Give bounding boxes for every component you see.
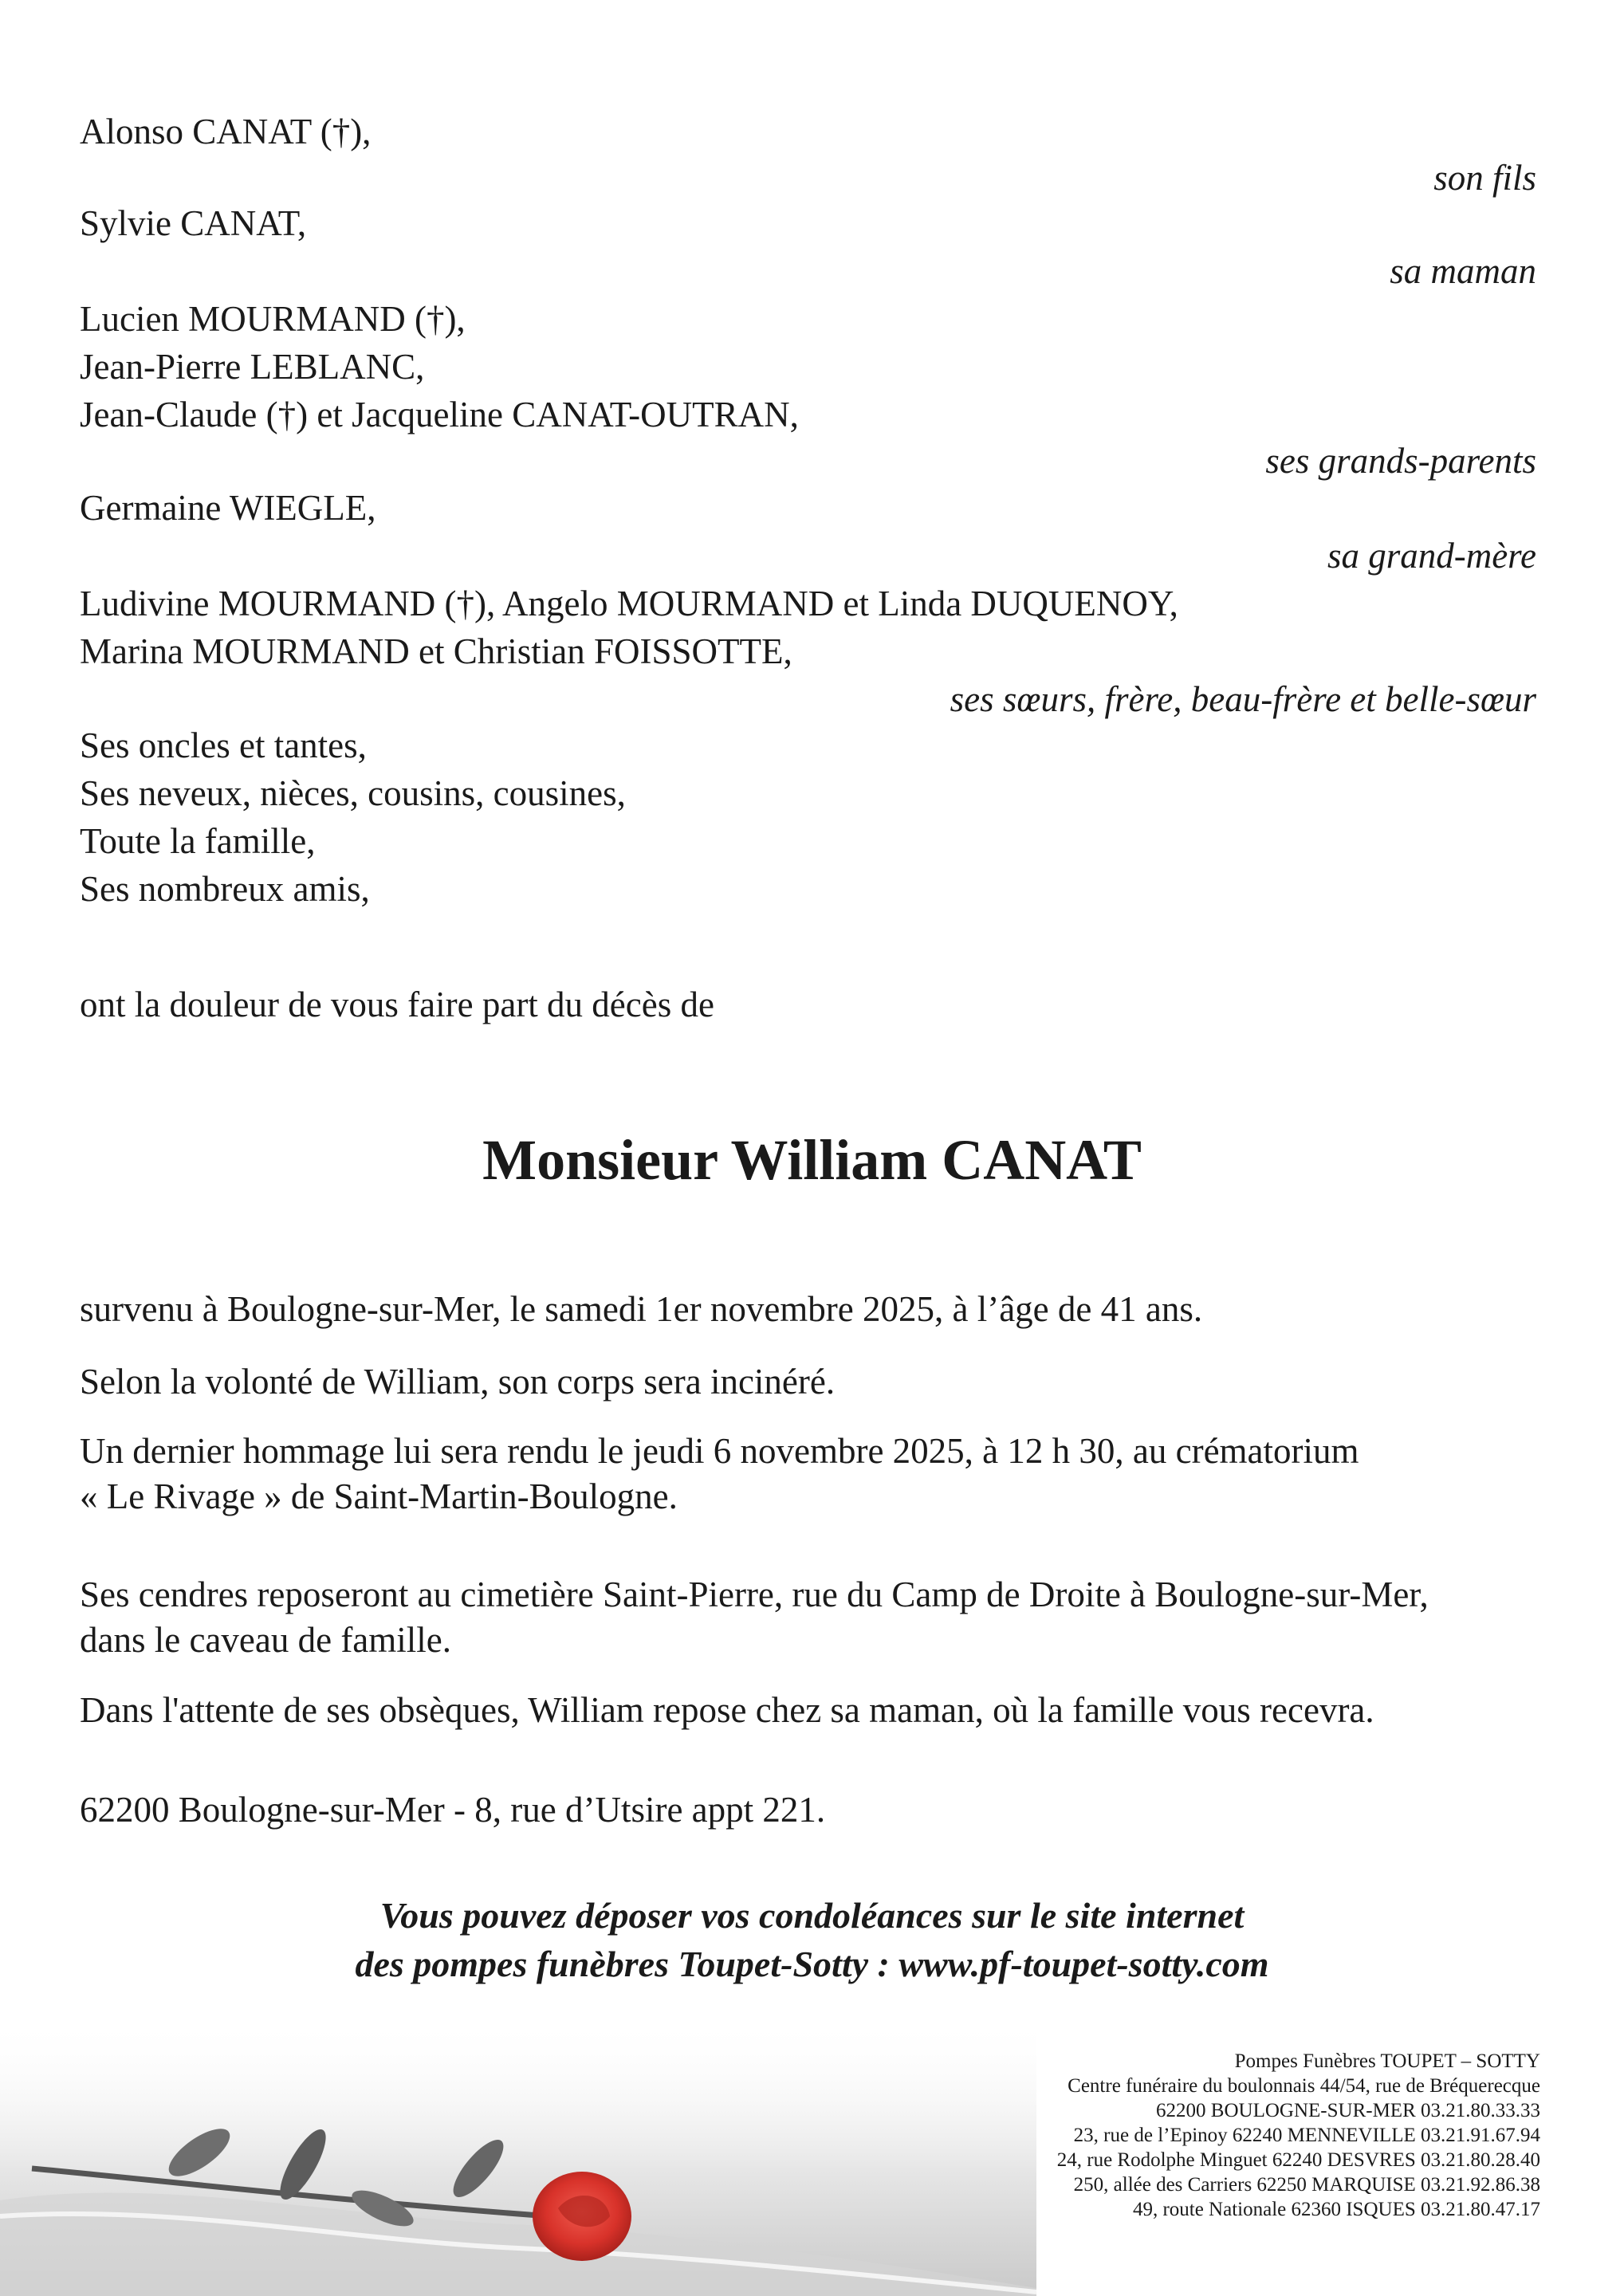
family-line: Jean-Claude (†) et Jacqueline CANAT-OUTRAN, — [80, 395, 799, 434]
address-line: 62200 Boulogne-sur-Mer - 8, rue d’Utsire appt 221. — [80, 1790, 826, 1830]
family-line: Lucien MOURMAND (†), — [80, 299, 466, 339]
rose-on-sand-image — [0, 2017, 1036, 2296]
relation-label: ses sœurs, frère, beau-frère et belle-sœur — [950, 679, 1536, 719]
relation-label: sa maman — [1390, 251, 1536, 291]
family-line: Germaine WIEGLE, — [80, 488, 376, 528]
family-line: Marina MOURMAND et Christian FOISSOTTE, — [80, 631, 792, 671]
funeral-home-contact — [1057, 2049, 1540, 2222]
detail-paragraph: Selon la volonté de William, son corps sera incinéré. — [80, 1362, 836, 1402]
relation-label: son fils — [1433, 158, 1536, 198]
footer-line: Centre funéraire du boulonnais 44/54, rue de Bréquerecque — [1068, 2075, 1540, 2097]
family-line: Toute la famille, — [80, 821, 316, 861]
family-line: Ses oncles et tantes, — [80, 725, 367, 765]
footer-line: 24, rue Rodolphe Minguet 62240 DESVRES 03.21.80.28.40 — [1056, 2149, 1540, 2171]
announcement-text: ont la douleur de vous faire part du décès de — [80, 985, 714, 1024]
family-line: Sylvie CANAT, — [80, 203, 307, 243]
detail-paragraph: Ses cendres reposeront au cimetière Saint-Pierre, rue du Camp de Droite à Boulogne-sur-Mer, — [80, 1575, 1429, 1614]
footer-line: 62200 BOULOGNE-SUR-MER 03.21.80.33.33 — [1156, 2100, 1540, 2121]
deceased-name: Monsieur William CANAT — [482, 1128, 1142, 1192]
family-line: Ses nombreux amis, — [80, 869, 370, 909]
condolences-line: des pompes funèbres Toupet-Sotty : www.pf-toupet-sotty.com — [355, 1944, 1269, 1984]
family-line: Ludivine MOURMAND (†), Angelo MOURMAND et Linda DUQUENOY, — [80, 584, 1178, 623]
detail-paragraph: « Le Rivage » de Saint-Martin-Boulogne. — [80, 1476, 678, 1516]
footer-line: 250, allée des Carriers 62250 MARQUISE 03.21.92.86.38 — [1073, 2174, 1540, 2196]
detail-paragraph: Un dernier hommage lui sera rendu le jeudi 6 novembre 2025, à 12 h 30, au crématorium — [80, 1431, 1359, 1471]
condolences-line: Vous pouvez déposer vos condoléances sur le site internet — [379, 1895, 1245, 1936]
relation-label: ses grands-parents — [1265, 441, 1536, 481]
footer-line: Pompes Funèbres TOUPET – SOTTY — [1234, 2050, 1540, 2072]
footer-line: 49, route Nationale 62360 ISQUES 03.21.80.47.17 — [1132, 2199, 1540, 2220]
detail-paragraph: survenu à Boulogne-sur-Mer, le samedi 1er novembre 2025, à l’âge de 41 ans. — [80, 1289, 1203, 1329]
detail-paragraph: Dans l'attente de ses obsèques, William repose chez sa maman, où la famille vous recevra. — [80, 1690, 1374, 1730]
family-line: Alonso CANAT (†), — [80, 112, 372, 151]
detail-paragraph: dans le caveau de famille. — [80, 1620, 452, 1660]
relation-label: sa grand-mère — [1327, 536, 1536, 576]
family-line: Jean-Pierre LEBLANC, — [80, 347, 425, 387]
footer-line: 23, rue de l’Epinoy 62240 MENNEVILLE 03.21.91.67.94 — [1073, 2125, 1540, 2146]
family-line: Ses neveux, nièces, cousins, cousines, — [80, 773, 626, 813]
